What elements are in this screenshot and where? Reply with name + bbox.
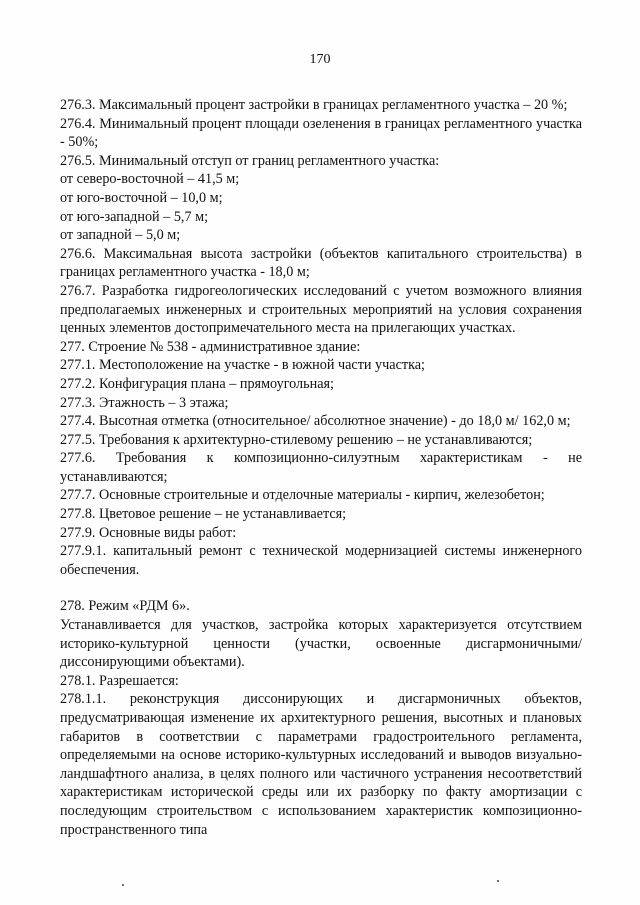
paragraph-276-3: 276.3. Максимальный процент застройки в границах регламентного участка – 20 %; (60, 97, 568, 113)
paragraph-277-5: 277.5. Требования к архитектурно-стилевому решению – не устанавливаются; (60, 431, 533, 448)
setback-west: от западной – 5,0 м; (60, 227, 181, 244)
page-number: 170 (309, 52, 331, 67)
paragraph-278-1: 278.1. Разрешается: (60, 672, 179, 689)
paragraph-277-2: 277.2. Конфигурация плана – прямоугольная; (60, 375, 334, 392)
paragraph-277-3: 277.3. Этажность – 3 этажа; (60, 394, 229, 411)
paragraph-277-1: 277.1. Местоположение на участке - в южной части участка; (60, 357, 426, 374)
paragraph-276-7: 276.7. Разработка гидрогеологических исследований с учетом возможного влияния предполагаемых инженерных и строительных мероприятий на условия сохранения ценных элементов достопримечательного места на прилегающих участках. (60, 282, 582, 337)
setback-southwest: от юго-западной – 5,7 м; (60, 208, 209, 225)
paragraph-276-5: 276.5. Минимальный отступ от границ регламентного участка: (60, 152, 440, 169)
paragraph-277-9: 277.9. Основные виды работ: (60, 524, 237, 541)
paragraph-278: 278. Режим «РДМ 6». (60, 598, 190, 615)
paragraph-276-6: 276.6. Максимальная высота застройки (объектов капитального строительства) в границах регламентного участка - 18,0 м; (60, 245, 582, 281)
paragraph-276-4: 276.4. Минимальный процент площади озеленения в границах регламентного участка - 50%; (60, 115, 582, 151)
paragraph-278-intro: Устанавливается для участков, застройка которых характеризуется отсутствием историко-культурной ценности (участки, освоенные дисгармоничными/диссонирующими объектами). (60, 617, 582, 671)
setback-southeast: от юго-восточной – 10,0 м; (60, 189, 223, 206)
setback-northeast: от северо-восточной – 41,5 м; (60, 171, 240, 188)
paragraph-277-8: 277.8. Цветовое решение – не устанавливается; (60, 506, 347, 523)
document-body (60, 96, 582, 839)
paragraph-278-1-1: 278.1.1. реконструкция диссонирующих и дисгармоничных объектов, предусматривающая изменение их архитектурного решения, высотных и плановых габаритов в соответствии с параметрами градостроительного регламента, определяемыми на основе историко-культурных исследований и выводов визуально-ландшафтного анализа, в целях полного или частичного устранения несоответствий характеристикам исторической среды или их разборку по факту амортизации с последующим строительством с использованием характеристик композиционно-пространственного типа (60, 691, 582, 838)
paragraph-277: 277. Строение № 538 - административное здание: (60, 338, 361, 355)
scan-speck (122, 884, 124, 886)
paragraph-277-6: 277.6. Требования к композиционно-силуэтным характеристикам - не устанавливаются; (60, 450, 582, 485)
paragraph-277-4: 277.4. Высотная отметка (относительное/ абсолютное значение) - до 18,0 м/ 162,0 м; (60, 413, 571, 430)
paragraph-277-7: 277.7. Основные строительные и отделочные материалы - кирпич, железобетон; (60, 487, 545, 504)
paragraph-277-9-1: 277.9.1. капитальный ремонт с технической модернизацией системы инженерного обеспечения. (60, 543, 582, 578)
scan-speck (497, 880, 499, 882)
section-gap (60, 579, 582, 597)
